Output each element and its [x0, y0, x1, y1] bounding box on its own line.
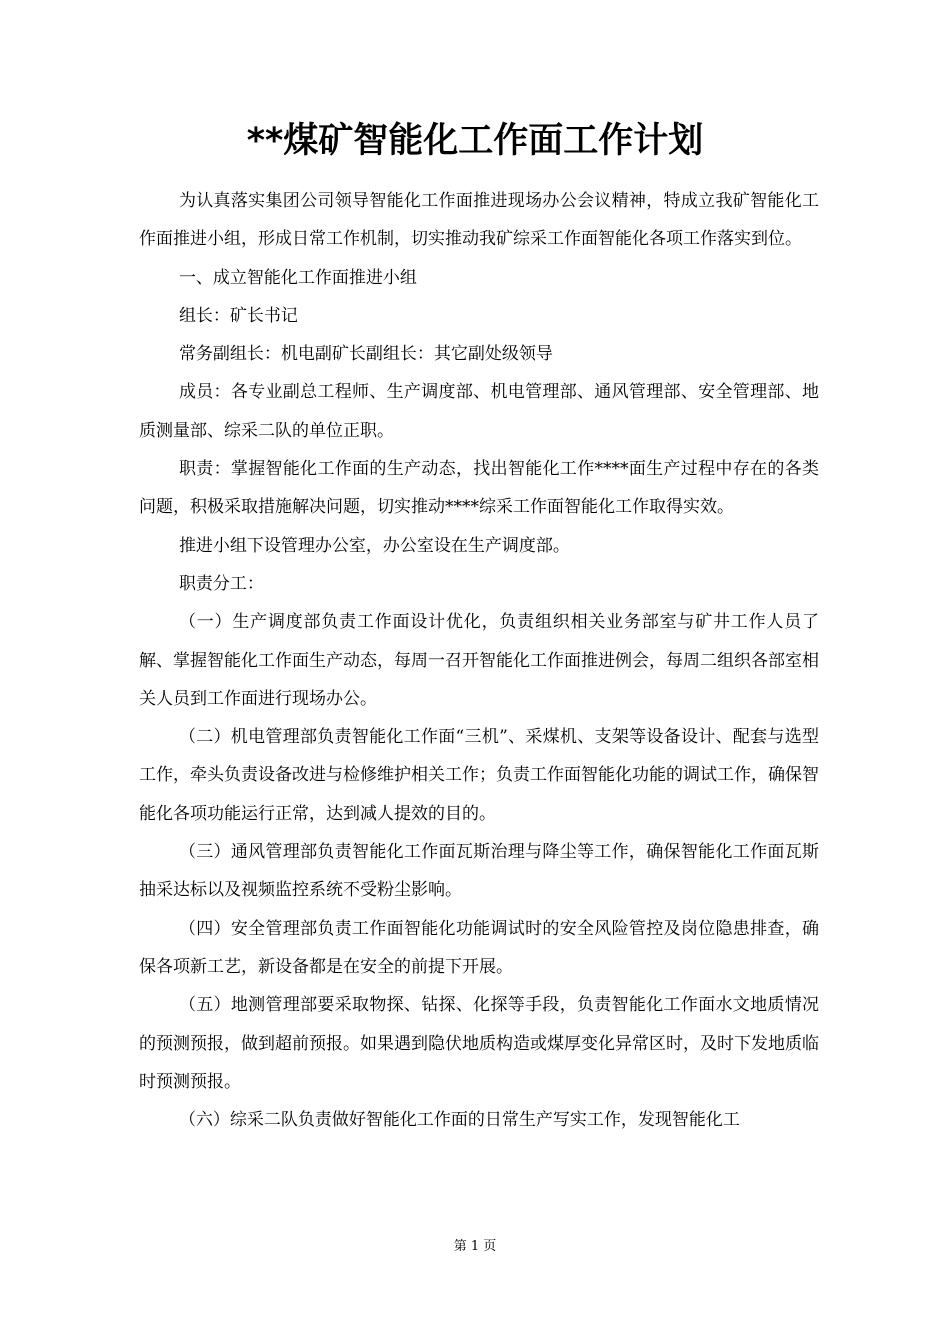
section-heading: 一、成立智能化工作面推进小组 [178, 267, 417, 288]
paragraph: 职责：掌握智能化工作面的生产动态，找出智能化工作****面生产过程中存在的各类问题，积极采取措施解决问题，切实推动****综采工作面智能化工作取得实效。 [139, 459, 819, 518]
intro-paragraph: 为认真落实集团公司领导智能化工作面推进现场办公会议精神，特成立我矿智能化工作面推进小组，形成日常工作机制，切实推动我矿综采工作面智能化各项工作落实到位。 [139, 191, 819, 250]
paragraph: （五）地测管理部要采取物探、钻探、化探等手段，负责智能化工作面水文地质情况的预测预报，做到超前预报。如果遇到隐伏地质构造或煤厚变化异常区时，及时下发地质临时预测预报。 [139, 995, 819, 1092]
document-title: **煤矿智能化工作面工作计划 [246, 121, 704, 161]
paragraph: 常务副组长：机电副矿长副组长：其它副处级领导 [178, 344, 553, 365]
paragraph: 推进小组下设管理办公室，办公室设在生产调度部。 [178, 535, 570, 556]
paragraph: （一）生产调度部负责工作面设计优化，负责组织相关业务部室与矿井工作人员了解、掌握智能化工作面生产动态，每周一召开智能化工作面推进例会，每周二组织各部室相关人员到工作面进行现场办公。 [139, 612, 819, 709]
paragraph: （三）通风管理部负责智能化工作面瓦斯治理与降尘等工作，确保智能化工作面瓦斯抽采达标以及视频监控系统不受粉尘影响。 [139, 842, 819, 901]
paragraph: （二）机电管理部负责智能化工作面“三机”、采煤机、支架等设备设计、配套与选型工作，牵头负责设备改进与检修维护相关工作；负责工作面智能化功能的调试工作，确保智能化各项功能运行正常，达到减人提效的目的。 [139, 727, 819, 824]
document-body [139, 182, 819, 1139]
paragraph: （四）安全管理部负责工作面智能化功能调试时的安全风险管控及岗位隐患排查，确保各项新工艺，新设备都是在安全的前提下开展。 [139, 918, 819, 977]
paragraph: 职责分工： [178, 573, 264, 594]
paragraph: （六）综采二队负责做好智能化工作面的日常生产写实工作，发现智能化工 [178, 1110, 740, 1131]
paragraph: 组长：矿长书记 [178, 305, 298, 326]
paragraph: 成员：各专业副总工程师、生产调度部、机电管理部、通风管理部、安全管理部、地质测量部、综采二队的单位正职。 [139, 382, 819, 441]
page-number: 第 1 页 [453, 1239, 497, 1254]
